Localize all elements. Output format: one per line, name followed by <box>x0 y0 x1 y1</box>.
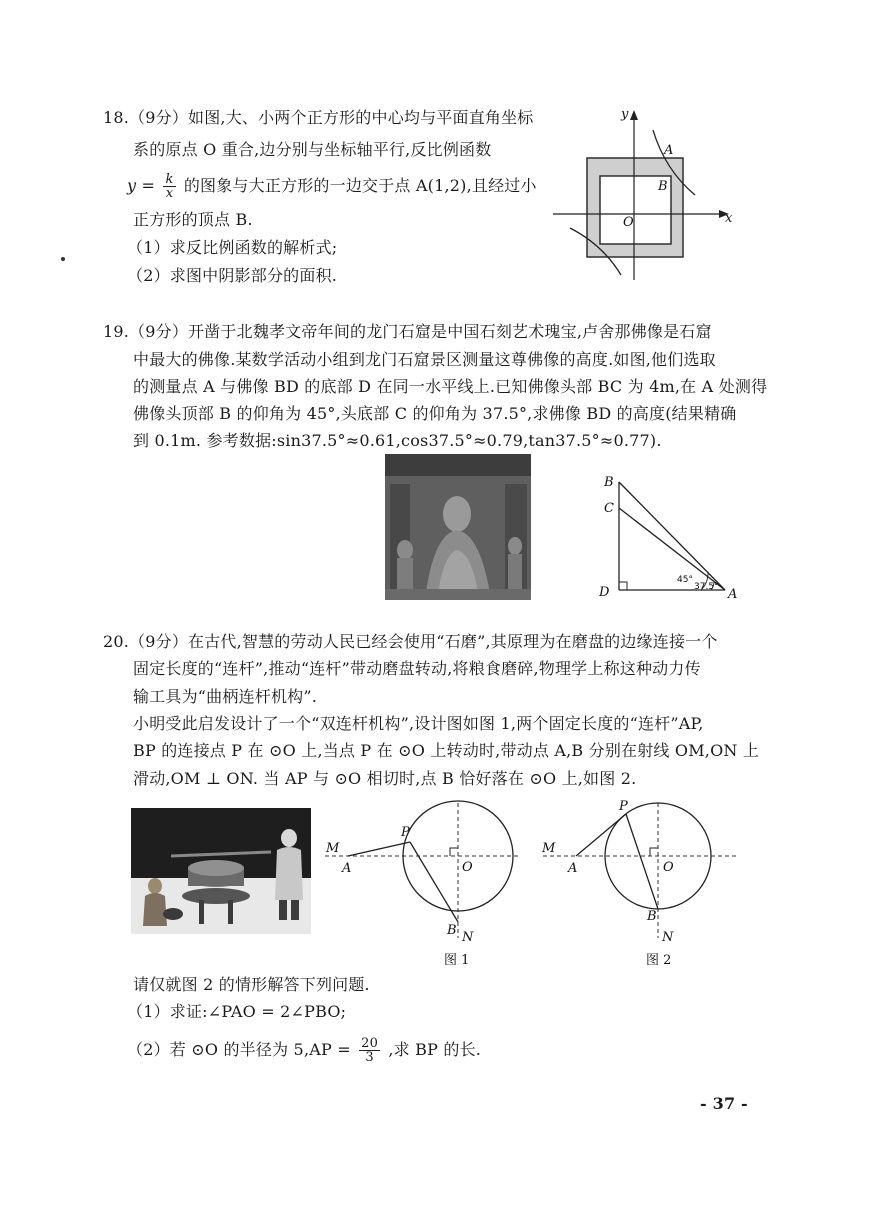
q18-line-1: 18.（9分）如图,大、小两个正方形的中心均与平面直角坐标 <box>103 108 534 127</box>
q18-line-4: 正方形的顶点 B. <box>133 210 253 229</box>
q18-line-3-rest: 的图象与大正方形的一边交于点 A(1,2),且经过小 <box>183 176 537 195</box>
label-O: O <box>623 215 634 230</box>
label-M: M <box>542 841 556 856</box>
label-N: N <box>462 930 474 945</box>
label-A: A <box>728 587 738 602</box>
q18-function: y = <box>127 176 156 195</box>
y-axis-arrow <box>630 110 638 120</box>
label-x: x <box>725 211 733 226</box>
label-B: B <box>647 909 657 924</box>
angle-45-label: 45° <box>677 575 693 585</box>
q20-ask: 请仅就图 2 的情形解答下列问题. <box>133 975 370 994</box>
page-number: - 37 - <box>700 1094 748 1113</box>
angle-37-label: 37.5° <box>694 582 719 592</box>
millstone-photo-drawing <box>131 808 311 934</box>
q20-figure-1 <box>320 798 525 973</box>
label-N: N <box>662 930 674 945</box>
q18-part-1: （1）求反比例函数的解析式; <box>127 238 338 257</box>
label-B: B <box>447 923 457 938</box>
q18-line-2: 系的原点 O 重合,边分别与坐标轴平行,反比例函数 <box>133 140 492 159</box>
label-B: B <box>604 475 614 490</box>
millstone-photo <box>131 808 311 934</box>
shaded-area <box>587 158 683 257</box>
line-CA <box>619 508 725 590</box>
right-angle-mark <box>619 582 627 590</box>
caption-fig-2: 图 2 <box>646 953 672 968</box>
q20-part-2-prefix: （2）若 ⊙O 的半径为 5,AP = <box>127 1040 351 1059</box>
right-angle-mark <box>650 848 658 856</box>
q19-line-4: 佛像头顶部 B 的仰角为 45°,头底部 C 的仰角为 37.5°,求佛像 BD 的高度(结果精确 <box>133 404 737 423</box>
q20-line-3: 输工具为“曲柄连杆机构”. <box>133 687 318 706</box>
label-M: M <box>326 841 340 856</box>
label-O: O <box>663 860 674 875</box>
q18-part-2: （2）求图中阴影部分的面积. <box>127 266 338 285</box>
line-BA <box>619 482 725 590</box>
buddha-photo-drawing <box>385 454 531 600</box>
q20-part-1: （1）求证:∠PAO = 2∠PBO; <box>127 1002 347 1021</box>
label-B: B <box>658 179 668 194</box>
q19-line-2: 中最大的佛像.某数学活动小组到龙门石窟景区测量这尊佛像的高度.如图,他们选取 <box>133 350 716 369</box>
link-AP <box>348 842 410 856</box>
label-A: A <box>568 861 578 876</box>
q20-part-2 <box>127 1030 481 1070</box>
q20-figure-2 <box>538 798 743 973</box>
q18-line-3 <box>127 168 537 204</box>
q20-line-4: 小明受此启发设计了一个“双连杆机构”,设计图如图 1,两个固定长度的“连杆”AP, <box>133 714 704 733</box>
q19-line-3: 的测量点 A 与佛像 BD 的底部 D 在同一水平线上.已知佛像头部 BC 为 4m,在 A 处测得 <box>133 377 768 396</box>
q19-line-5: 到 0.1m. 参考数据:sin37.5°≈0.61,cos37.5°≈0.79,tan37.5°≈0.77). <box>133 431 662 450</box>
q20-line-1: 20.（9分）在古代,智慧的劳动人民已经会使用“石磨”,其原理为在磨盘的边缘连接一个 <box>103 632 718 651</box>
stray-dot <box>61 257 65 261</box>
q20-frac-num: 20 <box>361 1036 379 1051</box>
q20-part-2-suffix: ,求 BP 的长. <box>388 1040 482 1059</box>
label-A: A <box>342 861 352 876</box>
q18-frac-den: x <box>165 186 174 201</box>
q20-fraction <box>359 1037 380 1064</box>
label-C: C <box>604 501 614 516</box>
label-P: P <box>401 825 410 840</box>
label-A: A <box>664 143 674 158</box>
label-D: D <box>599 585 610 600</box>
right-angle-mark <box>450 848 458 856</box>
label-O: O <box>462 860 473 875</box>
buddha-photo <box>385 454 531 600</box>
label-y: y <box>621 107 629 122</box>
q18-figure <box>545 100 745 290</box>
q20-line-5: BP 的连接点 P 在 ⊙O 上,当点 P 在 ⊙O 上转动时,带动点 A,B 分别在射线 OM,ON 上 <box>133 741 760 760</box>
q20-line-2: 固定长度的“连杆”,推动“连杆”带动磨盘转动,将粮食磨碎,物理学上称这种动力传 <box>133 659 701 678</box>
q20-line-6: 滑动,OM ⊥ ON. 当 AP 与 ⊙O 相切时,点 B 恰好落在 ⊙O 上,如图 2. <box>133 769 637 788</box>
label-P: P <box>619 799 628 814</box>
q20-frac-den: 3 <box>365 1050 374 1065</box>
q19-figure <box>595 470 745 605</box>
q18-frac-num: k <box>165 172 174 187</box>
q18-fraction <box>163 173 175 200</box>
link-BP <box>410 842 458 922</box>
caption-fig-1: 图 1 <box>444 953 470 968</box>
link-BP <box>626 814 658 909</box>
q19-line-1: 19.（9分）开凿于北魏孝文帝年间的龙门石窟是中国石刻艺术瑰宝,卢舍那佛像是石窟 <box>103 322 712 341</box>
link-AP <box>576 814 626 856</box>
